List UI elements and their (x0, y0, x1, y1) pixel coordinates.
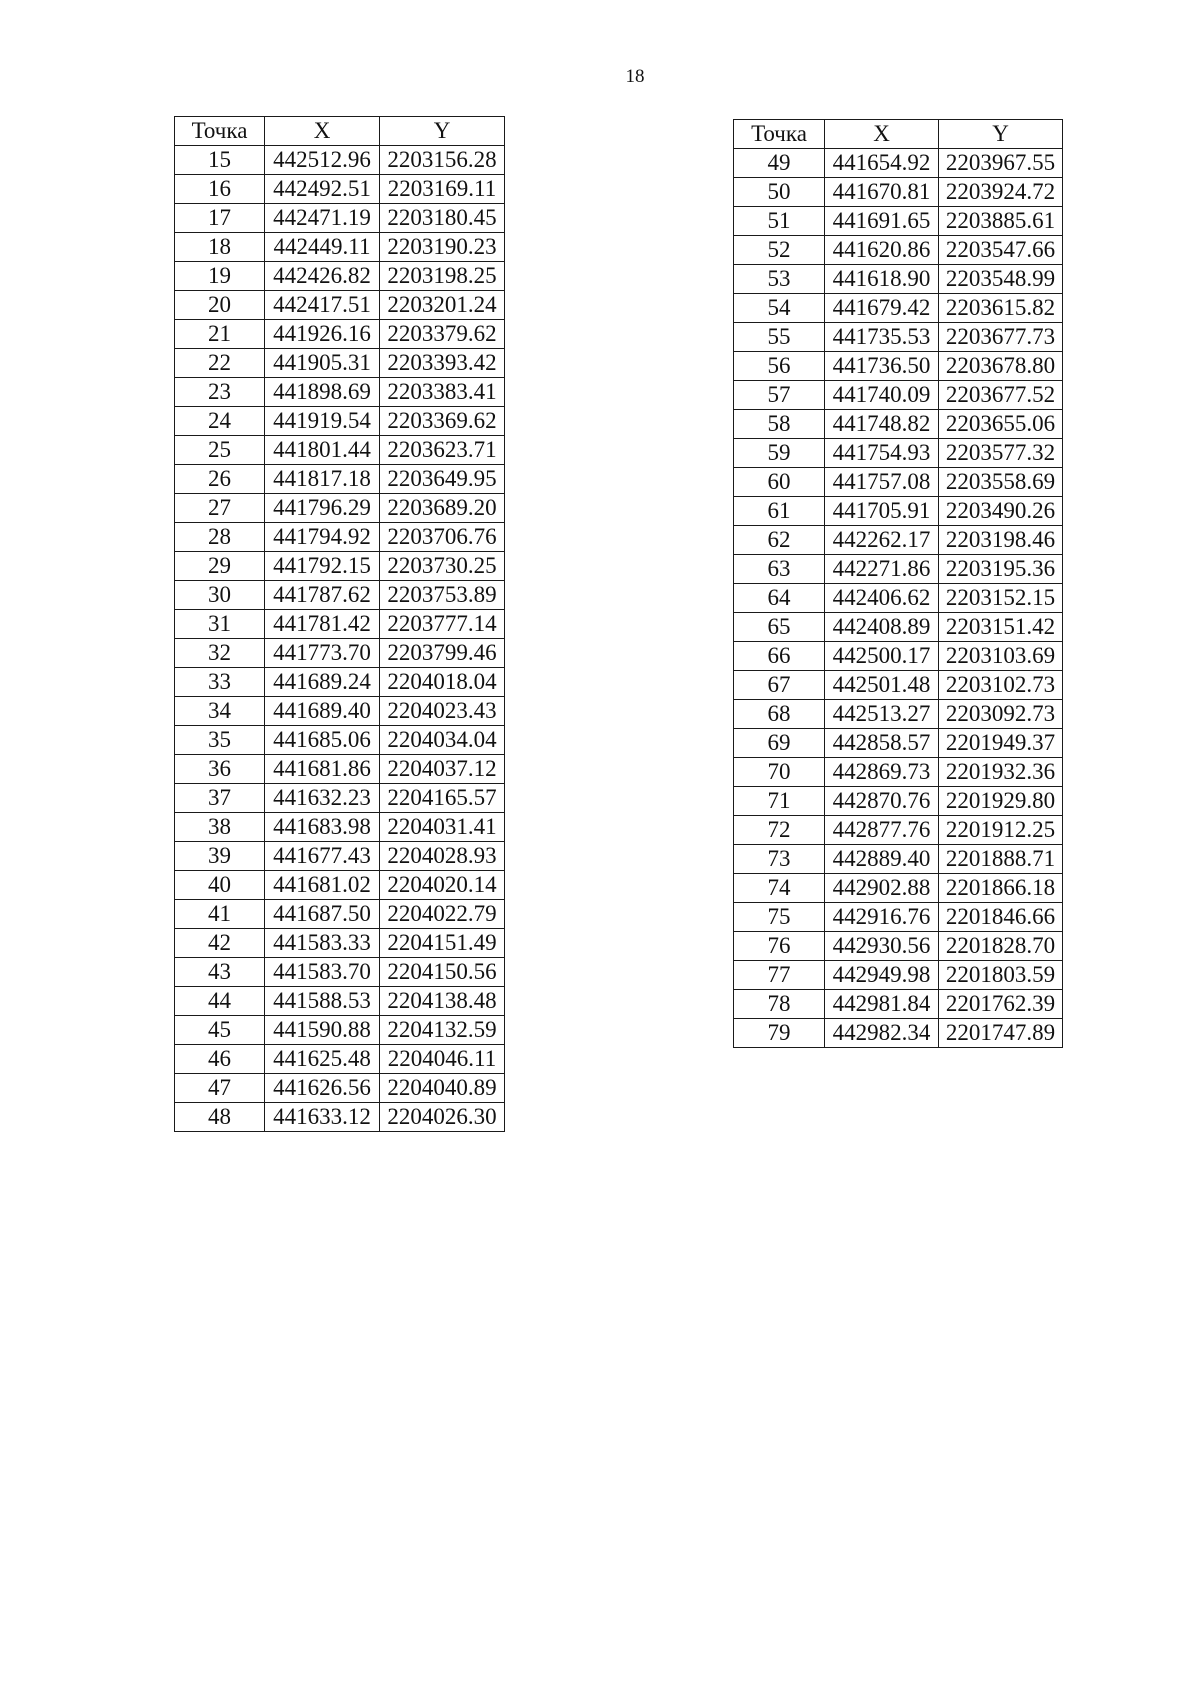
header-point: Точка (734, 120, 825, 149)
point-cell: 63 (734, 555, 825, 584)
point-cell: 79 (734, 1019, 825, 1048)
y-cell: 2203201.24 (380, 291, 505, 320)
point-cell: 55 (734, 323, 825, 352)
point-cell: 59 (734, 439, 825, 468)
x-cell: 441689.40 (265, 697, 380, 726)
point-cell: 39 (175, 842, 265, 871)
y-cell: 2203615.82 (939, 294, 1063, 323)
y-cell: 2204151.49 (380, 929, 505, 958)
point-cell: 22 (175, 349, 265, 378)
y-cell: 2203169.11 (380, 175, 505, 204)
table-row (175, 146, 505, 175)
table-row (734, 613, 1063, 642)
table-row (175, 552, 505, 581)
x-cell: 442500.17 (825, 642, 939, 671)
header-point: Точка (175, 117, 265, 146)
x-cell: 441583.33 (265, 929, 380, 958)
table-row (175, 639, 505, 668)
x-cell: 441633.12 (265, 1103, 380, 1132)
point-cell: 51 (734, 207, 825, 236)
point-cell: 64 (734, 584, 825, 613)
point-cell: 21 (175, 320, 265, 349)
point-cell: 67 (734, 671, 825, 700)
y-cell: 2201866.18 (939, 874, 1063, 903)
table-row (734, 265, 1063, 294)
point-cell: 72 (734, 816, 825, 845)
point-cell: 57 (734, 381, 825, 410)
point-cell: 29 (175, 552, 265, 581)
x-cell: 441687.50 (265, 900, 380, 929)
x-cell: 441670.81 (825, 178, 939, 207)
point-cell: 78 (734, 990, 825, 1019)
y-cell: 2204028.93 (380, 842, 505, 871)
x-cell: 441590.88 (265, 1016, 380, 1045)
x-cell: 441817.18 (265, 465, 380, 494)
point-cell: 40 (175, 871, 265, 900)
y-cell: 2204150.56 (380, 958, 505, 987)
point-cell: 38 (175, 813, 265, 842)
point-cell: 27 (175, 494, 265, 523)
point-cell: 42 (175, 929, 265, 958)
x-cell: 441679.42 (825, 294, 939, 323)
y-cell: 2204020.14 (380, 871, 505, 900)
table-row (175, 320, 505, 349)
x-cell: 441654.92 (825, 149, 939, 178)
x-cell: 442512.96 (265, 146, 380, 175)
x-cell: 442271.86 (825, 555, 939, 584)
x-cell: 441757.08 (825, 468, 939, 497)
table-row (175, 697, 505, 726)
x-cell: 442501.48 (825, 671, 939, 700)
table-row (734, 497, 1063, 526)
point-cell: 15 (175, 146, 265, 175)
header-y: Y (380, 117, 505, 146)
point-cell: 37 (175, 784, 265, 813)
y-cell: 2204018.04 (380, 668, 505, 697)
table-row (175, 407, 505, 436)
y-cell: 2203393.42 (380, 349, 505, 378)
point-cell: 28 (175, 523, 265, 552)
table-row (175, 1103, 505, 1132)
point-cell: 35 (175, 726, 265, 755)
x-cell: 441583.70 (265, 958, 380, 987)
point-cell: 52 (734, 236, 825, 265)
x-cell: 442902.88 (825, 874, 939, 903)
point-cell: 20 (175, 291, 265, 320)
y-cell: 2203103.69 (939, 642, 1063, 671)
point-cell: 75 (734, 903, 825, 932)
table-row (734, 381, 1063, 410)
point-cell: 60 (734, 468, 825, 497)
y-cell: 2203102.73 (939, 671, 1063, 700)
x-cell: 442982.34 (825, 1019, 939, 1048)
table-row (734, 584, 1063, 613)
y-cell: 2203924.72 (939, 178, 1063, 207)
x-cell: 442949.98 (825, 961, 939, 990)
table-row (175, 987, 505, 1016)
point-cell: 71 (734, 787, 825, 816)
table-row (734, 149, 1063, 178)
table-row (734, 758, 1063, 787)
x-cell: 441625.48 (265, 1045, 380, 1074)
point-cell: 18 (175, 233, 265, 262)
table-row (175, 465, 505, 494)
x-cell: 441740.09 (825, 381, 939, 410)
x-cell: 441588.53 (265, 987, 380, 1016)
y-cell: 2203152.15 (939, 584, 1063, 613)
point-cell: 44 (175, 987, 265, 1016)
y-cell: 2203379.62 (380, 320, 505, 349)
y-cell: 2203383.41 (380, 378, 505, 407)
table-row (175, 378, 505, 407)
x-cell: 442870.76 (825, 787, 939, 816)
x-cell: 441689.24 (265, 668, 380, 697)
y-cell: 2203649.95 (380, 465, 505, 494)
y-cell: 2201929.80 (939, 787, 1063, 816)
point-cell: 45 (175, 1016, 265, 1045)
y-cell: 2203655.06 (939, 410, 1063, 439)
x-cell: 442471.19 (265, 204, 380, 233)
table-row (734, 439, 1063, 468)
y-cell: 2201888.71 (939, 845, 1063, 874)
page-number: 18 (625, 66, 645, 87)
table-row (734, 903, 1063, 932)
table-row (734, 729, 1063, 758)
point-cell: 56 (734, 352, 825, 381)
y-cell: 2203677.73 (939, 323, 1063, 352)
point-cell: 33 (175, 668, 265, 697)
point-cell: 17 (175, 204, 265, 233)
x-cell: 442930.56 (825, 932, 939, 961)
y-cell: 2201828.70 (939, 932, 1063, 961)
x-cell: 441620.86 (825, 236, 939, 265)
table-row (175, 1074, 505, 1103)
y-cell: 2203678.80 (939, 352, 1063, 381)
x-cell: 442877.76 (825, 816, 939, 845)
point-cell: 31 (175, 610, 265, 639)
x-cell: 441677.43 (265, 842, 380, 871)
x-cell: 441905.31 (265, 349, 380, 378)
table-row (175, 581, 505, 610)
table-row (734, 352, 1063, 381)
y-cell: 2203558.69 (939, 468, 1063, 497)
point-cell: 46 (175, 1045, 265, 1074)
y-cell: 2203195.36 (939, 555, 1063, 584)
x-cell: 442408.89 (825, 613, 939, 642)
y-cell: 2204138.48 (380, 987, 505, 1016)
x-cell: 441735.53 (825, 323, 939, 352)
table-row (734, 236, 1063, 265)
y-cell: 2203190.23 (380, 233, 505, 262)
table-row (734, 990, 1063, 1019)
y-cell: 2204165.57 (380, 784, 505, 813)
x-cell: 442858.57 (825, 729, 939, 758)
x-cell: 441685.06 (265, 726, 380, 755)
table-row (734, 932, 1063, 961)
point-cell: 73 (734, 845, 825, 874)
y-cell: 2203369.62 (380, 407, 505, 436)
y-cell: 2203799.46 (380, 639, 505, 668)
y-cell: 2203092.73 (939, 700, 1063, 729)
x-cell: 441683.98 (265, 813, 380, 842)
y-cell: 2203151.42 (939, 613, 1063, 642)
point-cell: 74 (734, 874, 825, 903)
y-cell: 2204132.59 (380, 1016, 505, 1045)
y-cell: 2203967.55 (939, 149, 1063, 178)
table-row (734, 207, 1063, 236)
x-cell: 442406.62 (825, 584, 939, 613)
y-cell: 2203547.66 (939, 236, 1063, 265)
table-row (175, 842, 505, 871)
y-cell: 2204037.12 (380, 755, 505, 784)
x-cell: 442981.84 (825, 990, 939, 1019)
header-x: X (265, 117, 380, 146)
coordinates-table-right (733, 119, 1063, 1048)
x-cell: 442417.51 (265, 291, 380, 320)
point-cell: 26 (175, 465, 265, 494)
table-header-row (175, 117, 505, 146)
y-cell: 2201949.37 (939, 729, 1063, 758)
point-cell: 58 (734, 410, 825, 439)
y-cell: 2203198.46 (939, 526, 1063, 555)
x-cell: 441736.50 (825, 352, 939, 381)
y-cell: 2201803.59 (939, 961, 1063, 990)
x-cell: 442889.40 (825, 845, 939, 874)
x-cell: 442869.73 (825, 758, 939, 787)
y-cell: 2201747.89 (939, 1019, 1063, 1048)
y-cell: 2204034.04 (380, 726, 505, 755)
x-cell: 441754.93 (825, 439, 939, 468)
y-cell: 2201912.25 (939, 816, 1063, 845)
x-cell: 442492.51 (265, 175, 380, 204)
table-row (175, 262, 505, 291)
x-cell: 441705.91 (825, 497, 939, 526)
table-row (175, 1045, 505, 1074)
y-cell: 2204026.30 (380, 1103, 505, 1132)
table-row (175, 900, 505, 929)
x-cell: 441632.23 (265, 784, 380, 813)
x-cell: 442426.82 (265, 262, 380, 291)
y-cell: 2203156.28 (380, 146, 505, 175)
y-cell: 2203180.45 (380, 204, 505, 233)
y-cell: 2204022.79 (380, 900, 505, 929)
x-cell: 441748.82 (825, 410, 939, 439)
y-cell: 2203577.32 (939, 439, 1063, 468)
coordinates-table-left (174, 116, 505, 1132)
point-cell: 54 (734, 294, 825, 323)
point-cell: 77 (734, 961, 825, 990)
x-cell: 441926.16 (265, 320, 380, 349)
table-header-row (734, 120, 1063, 149)
point-cell: 61 (734, 497, 825, 526)
table-row (175, 494, 505, 523)
x-cell: 442513.27 (825, 700, 939, 729)
table-row (734, 961, 1063, 990)
point-cell: 66 (734, 642, 825, 671)
table-row (175, 958, 505, 987)
point-cell: 70 (734, 758, 825, 787)
y-cell: 2203677.52 (939, 381, 1063, 410)
point-cell: 43 (175, 958, 265, 987)
table-row (734, 526, 1063, 555)
x-cell: 441681.86 (265, 755, 380, 784)
table-row (175, 1016, 505, 1045)
table-row (734, 1019, 1063, 1048)
y-cell: 2204040.89 (380, 1074, 505, 1103)
point-cell: 24 (175, 407, 265, 436)
x-cell: 441898.69 (265, 378, 380, 407)
table-row (734, 671, 1063, 700)
y-cell: 2203706.76 (380, 523, 505, 552)
table-row (175, 726, 505, 755)
point-cell: 49 (734, 149, 825, 178)
y-cell: 2203198.25 (380, 262, 505, 291)
y-cell: 2201762.39 (939, 990, 1063, 1019)
point-cell: 48 (175, 1103, 265, 1132)
x-cell: 442449.11 (265, 233, 380, 262)
x-cell: 442916.76 (825, 903, 939, 932)
table-row (734, 787, 1063, 816)
point-cell: 53 (734, 265, 825, 294)
x-cell: 441794.92 (265, 523, 380, 552)
y-cell: 2203623.71 (380, 436, 505, 465)
point-cell: 36 (175, 755, 265, 784)
table-row (175, 436, 505, 465)
table-row (175, 784, 505, 813)
table-row (734, 178, 1063, 207)
point-cell: 62 (734, 526, 825, 555)
point-cell: 68 (734, 700, 825, 729)
x-cell: 442262.17 (825, 526, 939, 555)
x-cell: 441792.15 (265, 552, 380, 581)
x-cell: 441618.90 (825, 265, 939, 294)
point-cell: 16 (175, 175, 265, 204)
y-cell: 2204031.41 (380, 813, 505, 842)
table-row (175, 668, 505, 697)
x-cell: 441781.42 (265, 610, 380, 639)
x-cell: 441681.02 (265, 871, 380, 900)
table-row (175, 871, 505, 900)
y-cell: 2203777.14 (380, 610, 505, 639)
table-row (175, 610, 505, 639)
table-row (734, 555, 1063, 584)
point-cell: 47 (175, 1074, 265, 1103)
point-cell: 30 (175, 581, 265, 610)
table-row (175, 349, 505, 378)
table-row (734, 410, 1063, 439)
table-row (175, 204, 505, 233)
point-cell: 25 (175, 436, 265, 465)
table-row (734, 700, 1063, 729)
table-row (734, 323, 1063, 352)
point-cell: 32 (175, 639, 265, 668)
y-cell: 2203730.25 (380, 552, 505, 581)
x-cell: 441691.65 (825, 207, 939, 236)
point-cell: 69 (734, 729, 825, 758)
table-row (175, 523, 505, 552)
y-cell: 2203689.20 (380, 494, 505, 523)
point-cell: 19 (175, 262, 265, 291)
header-x: X (825, 120, 939, 149)
y-cell: 2201846.66 (939, 903, 1063, 932)
table-row (734, 874, 1063, 903)
point-cell: 65 (734, 613, 825, 642)
y-cell: 2203885.61 (939, 207, 1063, 236)
x-cell: 441626.56 (265, 1074, 380, 1103)
point-cell: 23 (175, 378, 265, 407)
table-row (175, 233, 505, 262)
x-cell: 441796.29 (265, 494, 380, 523)
x-cell: 441801.44 (265, 436, 380, 465)
table-row (175, 929, 505, 958)
y-cell: 2204046.11 (380, 1045, 505, 1074)
table-row (734, 294, 1063, 323)
table-row (734, 845, 1063, 874)
y-cell: 2203548.99 (939, 265, 1063, 294)
x-cell: 441773.70 (265, 639, 380, 668)
table-row (175, 291, 505, 320)
table-row (734, 816, 1063, 845)
header-y: Y (939, 120, 1063, 149)
y-cell: 2201932.36 (939, 758, 1063, 787)
point-cell: 50 (734, 178, 825, 207)
y-cell: 2203490.26 (939, 497, 1063, 526)
table-row (734, 468, 1063, 497)
point-cell: 41 (175, 900, 265, 929)
x-cell: 441919.54 (265, 407, 380, 436)
table-row (175, 755, 505, 784)
table-row (734, 642, 1063, 671)
table-row (175, 813, 505, 842)
y-cell: 2203753.89 (380, 581, 505, 610)
y-cell: 2204023.43 (380, 697, 505, 726)
point-cell: 34 (175, 697, 265, 726)
point-cell: 76 (734, 932, 825, 961)
x-cell: 441787.62 (265, 581, 380, 610)
table-row (175, 175, 505, 204)
